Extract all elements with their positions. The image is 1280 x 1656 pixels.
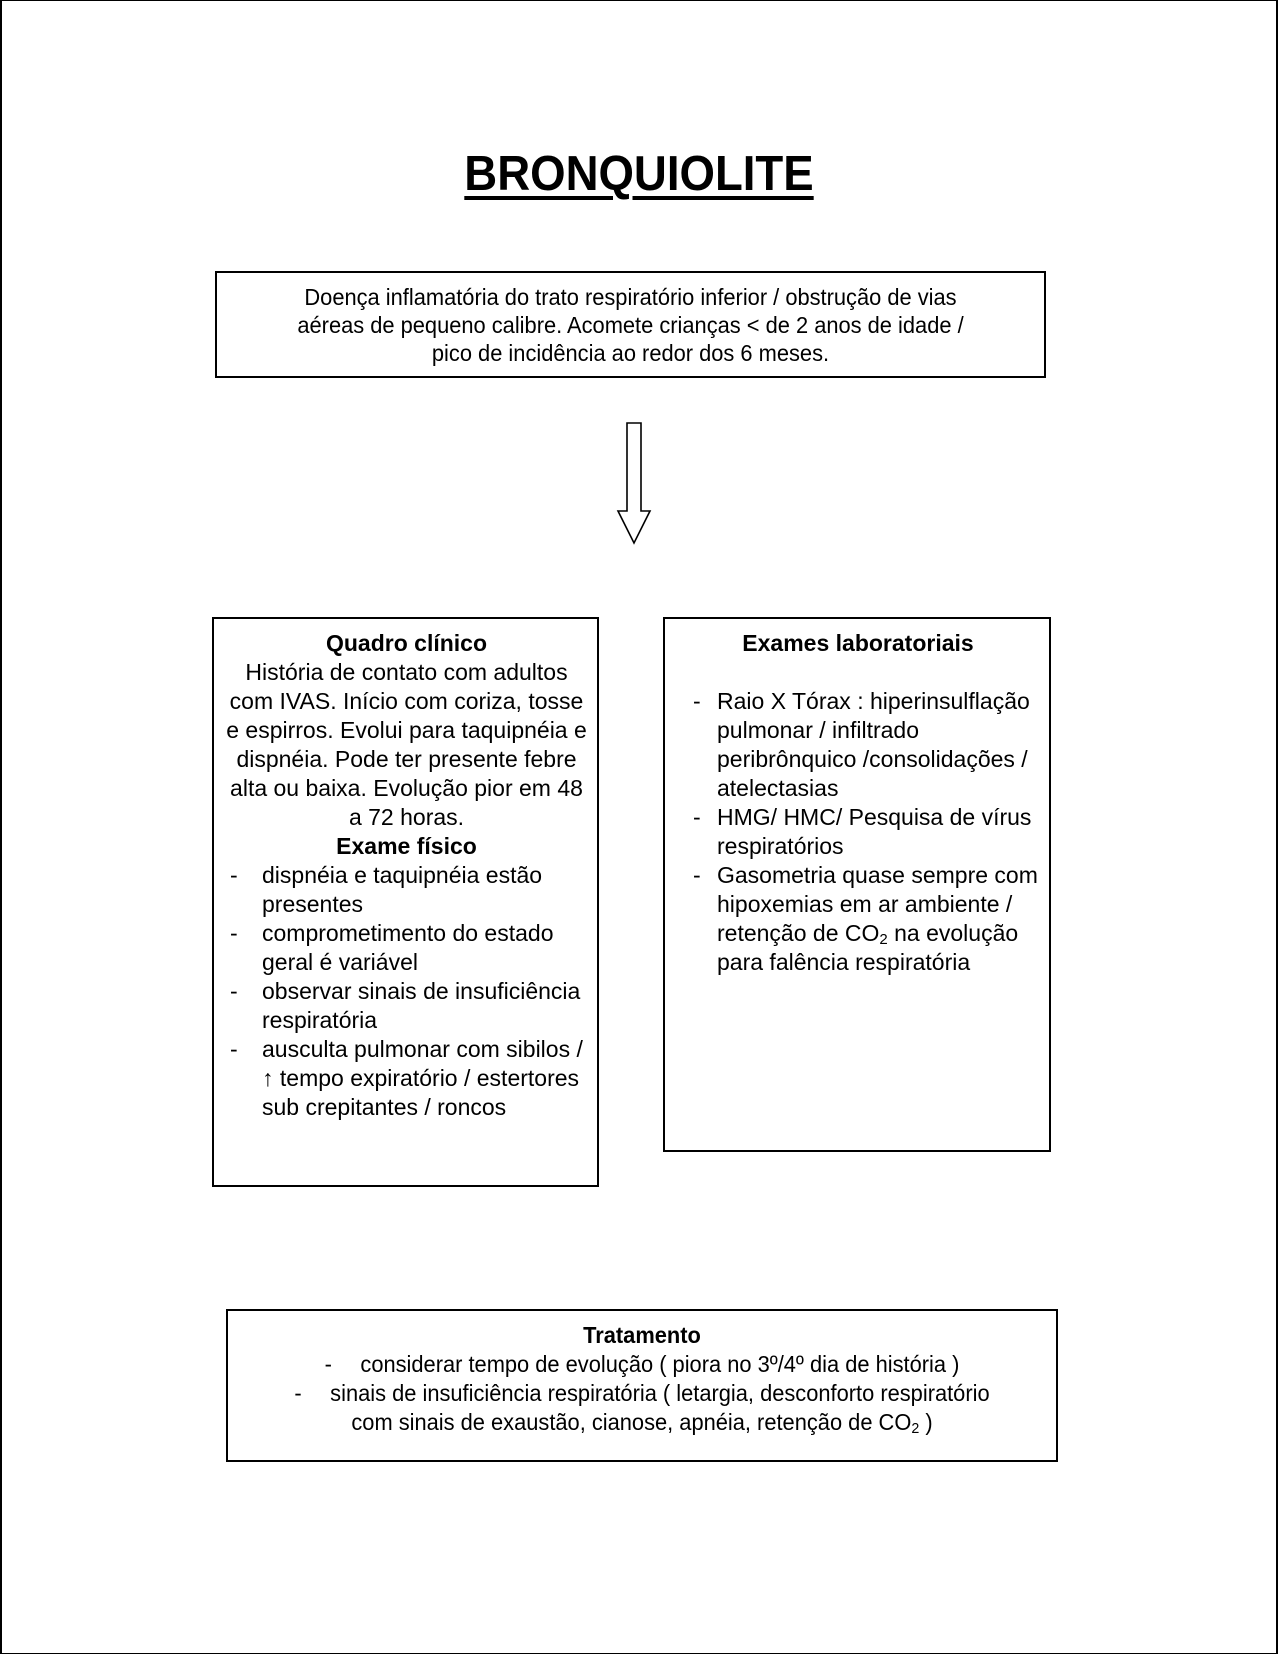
clinical-picture-box bbox=[212, 617, 599, 1187]
definition-line: Doença inflamatória do trato respiratório inferior / obstrução de vias bbox=[304, 284, 957, 310]
lab-exams-box bbox=[663, 617, 1051, 1152]
list-item: - sinais de insuficiência respiratória ( letargia, desconforto respiratório bbox=[294, 1380, 990, 1406]
lab-exams-heading: Exames laboratoriais bbox=[742, 630, 974, 656]
list-item-continuation: com sinais de exaustão, cianose, apnéia, retenção de $CO_2$ ) bbox=[351, 1409, 933, 1437]
list-item: - ausculta pulmonar com sibilos / ↑ tempo expiratório / estertores sub crepitantes / roncos bbox=[230, 1036, 583, 1120]
down-arrow-icon bbox=[616, 421, 652, 545]
list-item: - considerar tempo de evolução ( piora no 3º/4º dia de história ) bbox=[324, 1351, 960, 1377]
treatment-heading: Tratamento bbox=[583, 1322, 701, 1348]
physical-exam-list bbox=[226, 861, 587, 1122]
lab-exams-list bbox=[677, 687, 1039, 977]
list-item: - comprometimento do estado geral é variável bbox=[230, 920, 554, 975]
list-item: - Raio X Tórax : hiperinsulflação pulmonar / infiltrado peribrônquico /consolidações / atelectasias bbox=[693, 688, 1030, 801]
clinical-description: História de contato com adultos com IVAS. Início com coriza, tosse e espirros. Evolui para taquipnéia e dispnéia. Pode ter presente febre alta ou baixa. Evolução pior em 48 a 72 horas. bbox=[226, 659, 587, 830]
list-item: - HMG/ HMC/ Pesquisa de vírus respiratórios bbox=[693, 804, 1032, 859]
definition-box bbox=[215, 271, 1046, 378]
list-item: - observar sinais de insuficiência respiratória bbox=[230, 978, 581, 1033]
treatment-box bbox=[226, 1309, 1058, 1462]
page-title: BRONQUIOLITE bbox=[464, 147, 814, 201]
definition-line: aéreas de pequeno calibre. Acomete crianças < de 2 anos de idade / bbox=[297, 312, 964, 338]
list-item: - dispnéia e taquipnéia estão presentes bbox=[230, 862, 543, 917]
physical-exam-heading: Exame físico bbox=[336, 833, 477, 859]
definition-line: pico de incidência ao redor dos 6 meses. bbox=[431, 340, 830, 366]
clinical-heading: Quadro clínico bbox=[325, 630, 488, 656]
list-item: - Gasometria quase sempre com hipoxemias em ar ambiente / retenção de $CO_2$ na evolução para falência respiratória bbox=[693, 862, 1038, 975]
